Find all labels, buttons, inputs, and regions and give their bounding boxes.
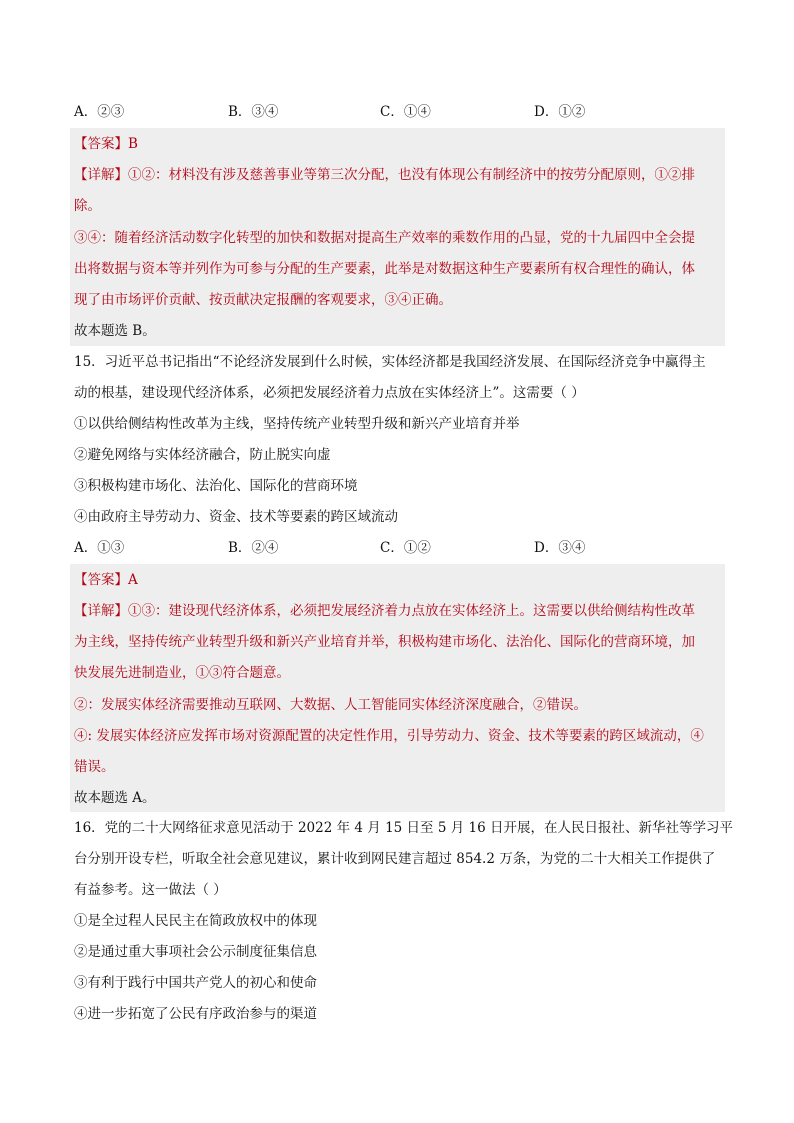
q16-stem-line-1: 16．党的二十大网络征求意见活动于 2022 年 4 月 15 日至 5 月 16 日开展，在人民日报社、新华社等学习平: [74, 820, 733, 836]
q15-option-c[interactable]: C．①②: [380, 540, 431, 556]
q15-answer-line: 【答案】A: [74, 572, 138, 588]
q15-detail-line-6: 错误。: [74, 759, 115, 775]
q15-detail-line-4: ②：发展实体经济需要推动互联网、大数据、人工智能同实体经济深度融合，②错误。: [74, 697, 587, 713]
q14-detail-line-4: 出将数据与资本等并列作为可参与分配的生产要素，此举是对数据这种生产要素所有权合理性的确认，体: [74, 261, 695, 277]
q15-options: [74, 538, 734, 558]
q14-option-a[interactable]: A．②③: [74, 104, 125, 120]
q15-detail-line-2: 为主线，坚持传统产业转型升级和新兴产业培育并举，积极构建市场化、法治化、国际化的营商环境，加: [74, 634, 695, 650]
q15-answer-block: [70, 564, 725, 812]
q15-detail-line-1: 【详解】①③：建设现代经济体系，必须把发展经济着力点放在实体经济上。这需要以供给侧结构性改革: [74, 603, 695, 619]
q15-item-4: ④由政府主导劳动力、资金、技术等要素的跨区域流动: [74, 509, 398, 525]
q16-stem-line-2: 台分别开设专栏，听取全社会意见建议，累计收到网民建言超过 854.2 万条，为党的二十大相关工作提供了: [74, 851, 716, 867]
q14-detail-line-2: 除。: [74, 198, 101, 214]
q15-option-a[interactable]: A．①③: [74, 540, 125, 556]
q15-option-b[interactable]: B．②④: [228, 540, 279, 556]
q14-detail-line-3: ③④：随着经济活动数字化转型的加快和数据对提高生产效率的乘数作用的凸显，党的十九届四中全会提: [74, 230, 695, 246]
q14-option-c[interactable]: C．①④: [380, 104, 431, 120]
q14-detail-line-5: 现了由市场评价贡献、按贡献决定报酬的客观要求，③④正确。: [74, 292, 452, 308]
q15-stem-line-2: 动的根基，建设现代经济体系，必须把发展经济着力点放在实体经济上”。这需要（ ）: [74, 385, 585, 401]
q14-answer-line: 【答案】B: [74, 136, 138, 152]
q15-detail-line-3: 快发展先进制造业，①③符合题意。: [74, 665, 290, 681]
q14-answer-block: [70, 128, 725, 346]
q16-stem-line-3: 有益参考。这一做法（ ）: [74, 882, 227, 898]
q14-option-d[interactable]: D．①②: [534, 104, 586, 120]
q14-options: [74, 102, 734, 122]
q16-item-1: ①是全过程人民民主在简政放权中的体现: [74, 913, 317, 929]
q15-option-d[interactable]: D．③④: [534, 540, 586, 556]
q15-item-2: ②避免网络与实体经济融合，防止脱实向虚: [74, 447, 331, 463]
q15-item-3: ③积极构建市场化、法治化、国际化的营商环境: [74, 478, 358, 494]
q16-item-2: ②是通过重大事项社会公示制度征集信息: [74, 944, 317, 960]
q14-detail-line-1: 【详解】①②：材料没有涉及慈善事业等第三次分配，也没有体现公有制经济中的按劳分配原则，①②排: [74, 167, 695, 183]
q16-item-4: ④进一步拓宽了公民有序政治参与的渠道: [74, 1006, 317, 1022]
q15-item-1: ①以供给侧结构性改革为主线，坚持传统产业转型升级和新兴产业培育并举: [74, 416, 520, 432]
q14-option-b[interactable]: B．③④: [228, 104, 279, 120]
q15-conclusion: 故本题选 A。: [74, 790, 156, 806]
q16-item-3: ③有利于践行中国共产党人的初心和使命: [74, 975, 317, 991]
q15-detail-line-5: ④: 发展实体经济应发挥市场对资源配置的决定性作用，引导劳动力、资金、技术等要素的跨区域流动，④: [74, 728, 704, 744]
q14-conclusion: 故本题选 B。: [74, 323, 156, 339]
q15-stem-line-1: 15．习近平总书记指出“不论经济发展到什么时候，实体经济都是我国经济发展、在国际经济竞争中赢得主: [74, 354, 706, 370]
